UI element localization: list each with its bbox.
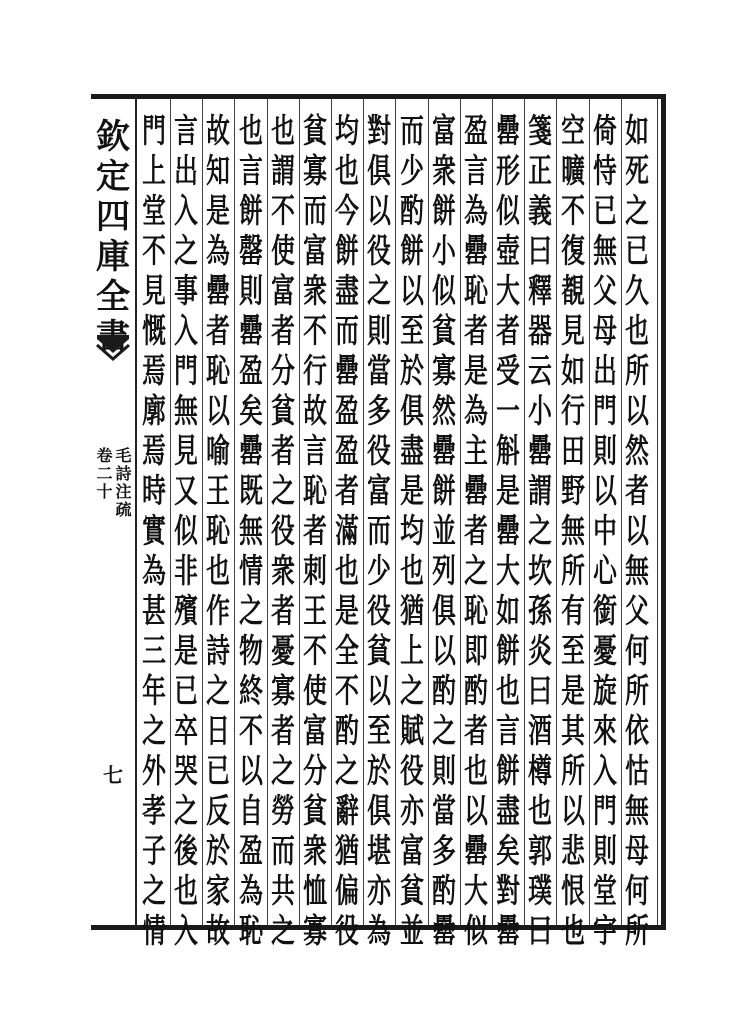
- text-column: 均 也 今 餅 盡 而 罍 盈 盈 者 滿 也 是 全 不 酌 之 辭 猶 偏 役: [335, 111, 359, 950]
- text-column: 而 少 酌 餅 以 至 於 俱 盡 是 均 也 猶 上 之 賦 役 亦 富 貧 並: [399, 111, 424, 950]
- text-column: 也 謂 不 使 富 者 分 貧 者 之 役 衆 者 憂 寡 者 之 勞 而 共 之: [270, 111, 295, 950]
- column-rule: [492, 99, 493, 925]
- column-rule: [363, 99, 364, 925]
- column-rule: [524, 99, 525, 925]
- column-rule: [267, 99, 268, 925]
- column-rule: [556, 99, 557, 925]
- column-rule: [589, 99, 590, 925]
- column-rule: [234, 99, 235, 925]
- fish-tail-mark-icon: [93, 331, 133, 371]
- column-rule: [621, 99, 622, 925]
- page-frame: [91, 94, 666, 950]
- column-rule: [331, 99, 332, 925]
- text-column: 故 知 是 為 罍 者 恥 以 喻 王 恥 也 作 詩 之 日 已 反 於 家 故: [206, 111, 231, 950]
- column-rule: [202, 99, 203, 925]
- text-column: 如 死 之 已 久 也 所 以 然 者 以 無 父 何 所 依 怙 無 母 何 所: [625, 111, 649, 950]
- text-column: 空 曠 不 復 覩 見 如 行 田 野 無 所 有 至 是 其 所 以 悲 恨 也: [560, 111, 585, 950]
- column-rule: [170, 99, 171, 925]
- text-column: 倚 恃 已 無 父 母 出 門 則 以 中 心 銜 憂 旋 來 入 門 則 堂 宇: [592, 111, 617, 950]
- margin-title: 欽 定 四 庫 全: [96, 117, 130, 317]
- text-column: 對 俱 以 役 之 則 當 多 役 富 而 少 役 貧 以 至 於 俱 堪 亦 為: [367, 111, 392, 950]
- volume-label: 卷 二 十: [96, 446, 113, 501]
- frame-right-border: [661, 99, 666, 925]
- text-column: 箋 正 義 曰 釋 器 云 小 罍 謂 之 坎 孫 炎 曰 酒 樽 也 郭 璞 曰: [528, 111, 553, 950]
- text-column: 罍 形 似 壺 大 者 受 一 斛 是 罍 大 如 餅 也 言 餅 盡 矣 對 罍: [496, 111, 520, 950]
- text-column: 貧 寡 而 富 衆 不 行 故 言 恥 者 刺 王 不 使 富 分 貧 衆 恤 寡: [303, 111, 327, 950]
- column-rule: [428, 99, 429, 925]
- column-rule: [460, 99, 461, 925]
- book-title: 毛 詩 注 疏: [115, 446, 132, 519]
- text-column: 富 衆 餅 小 似 貧 寡 然 罍 餅 並 列 俱 以 酌 之 則 當 多 酌 罍: [431, 111, 456, 950]
- column-rule: [299, 99, 300, 925]
- text-column: 也 言 餅 罄 則 罍 盈 矣 罍 既 無 情 之 物 終 不 以 自 盈 為 恥: [238, 111, 263, 950]
- text-column: 盈 言 為 罍 恥 者 是 為 主 罍 者 之 恥 即 酌 者 也 以 罍 大 似: [464, 111, 488, 950]
- text-column: 門 上 堂 不 見 慨 焉 廓 焉 時 實 為 甚 三 年 之 外 孝 子 之 情: [142, 111, 166, 950]
- text-column: 言 出 入 之 事 入 門 無 見 又 似 非 殯 是 已 卒 哭 之 後 也 入: [174, 111, 198, 950]
- column-rule: [395, 99, 396, 925]
- margin-subtitle: [97, 447, 131, 519]
- page-number: 七: [103, 763, 123, 787]
